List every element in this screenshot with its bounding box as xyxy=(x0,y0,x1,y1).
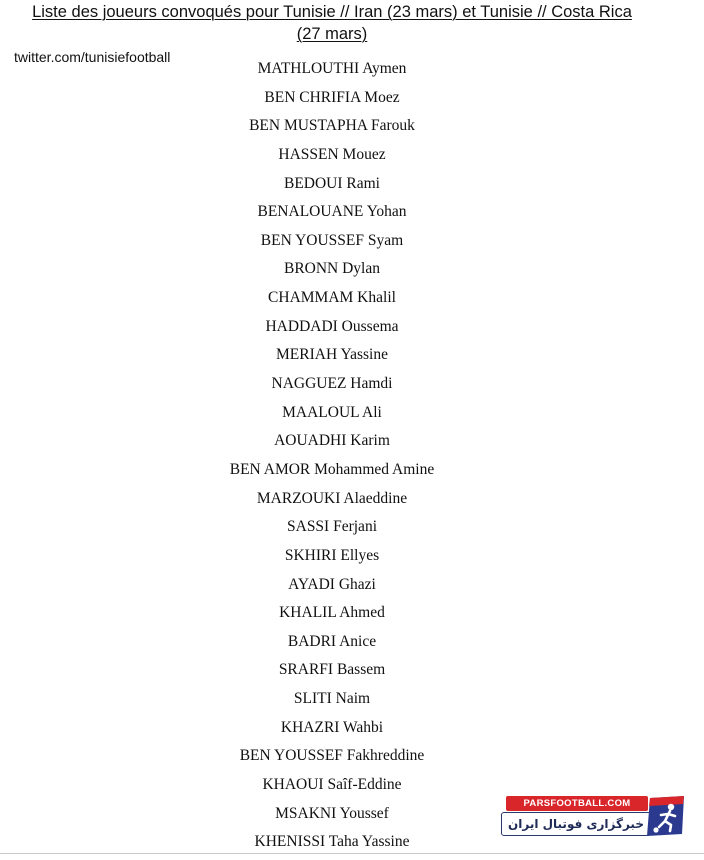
player-name: BEN YOUSSEF Fakhreddine xyxy=(239,747,425,765)
player-name: BENALOUANE Yohan xyxy=(257,203,407,221)
player-name: SRARFI Bassem xyxy=(278,661,386,679)
player-name: HASSEN Mouez xyxy=(278,145,386,163)
player-name: MAALOUL Ali xyxy=(282,403,382,421)
player-name: MSAKNI Youssef xyxy=(275,804,389,822)
player-name: BEN AMOR Mohammed Amine xyxy=(229,460,435,478)
player-name: MARZOUKI Alaeddine xyxy=(256,489,408,507)
player-name: MATHLOUTHI Aymen xyxy=(257,60,407,77)
player-kicking-ball-icon xyxy=(644,794,688,838)
watermark xyxy=(498,792,692,840)
player-name: KHALIL Ahmed xyxy=(279,604,385,622)
document-title-text: Liste des joueurs convoqués pour Tunisie // Iran (23 mars) et Tunisie // Costa Rica (27 mars) xyxy=(32,3,632,43)
player-name: BEN YOUSSEF Syam xyxy=(260,231,404,249)
player-name: MERIAH Yassine xyxy=(276,346,388,364)
player-name: AYADI Ghazi xyxy=(288,575,376,593)
player-name: BEN MUSTAPHA Farouk xyxy=(249,117,415,135)
page-bottom-divider xyxy=(0,853,704,854)
player-list xyxy=(182,58,482,860)
document-title xyxy=(20,1,644,45)
player-name: HADDADI Oussema xyxy=(265,317,399,335)
player-name: KHAZRI Wahbi xyxy=(280,718,384,736)
player-name: BEN CHRIFIA Moez xyxy=(264,88,400,106)
player-name: NAGGUEZ Hamdi xyxy=(271,375,393,393)
player-name: KHAOUI Saîf-Eddine xyxy=(262,776,402,794)
watermark-site-name: PARSFOOTBALL.COM xyxy=(506,796,648,811)
player-name: AOUADHI Karim xyxy=(274,432,390,450)
player-name: BEDOUI Rami xyxy=(283,174,380,192)
player-name: SKHIRI Ellyes xyxy=(284,546,380,564)
watermark-tagline: خبرگزاری فوتبال ایران xyxy=(501,812,651,836)
player-name: BRONN Dylan xyxy=(283,260,380,278)
player-name: KHENISSI Taha Yassine xyxy=(254,833,410,851)
player-name: SLITI Naim xyxy=(293,690,371,708)
player-name: BADRI Anice xyxy=(287,632,377,650)
player-name: SASSI Ferjani xyxy=(287,518,377,536)
player-name: CHAMMAM Khalil xyxy=(268,289,396,307)
source-credit: twitter.com/tunisiefootball xyxy=(14,49,171,65)
